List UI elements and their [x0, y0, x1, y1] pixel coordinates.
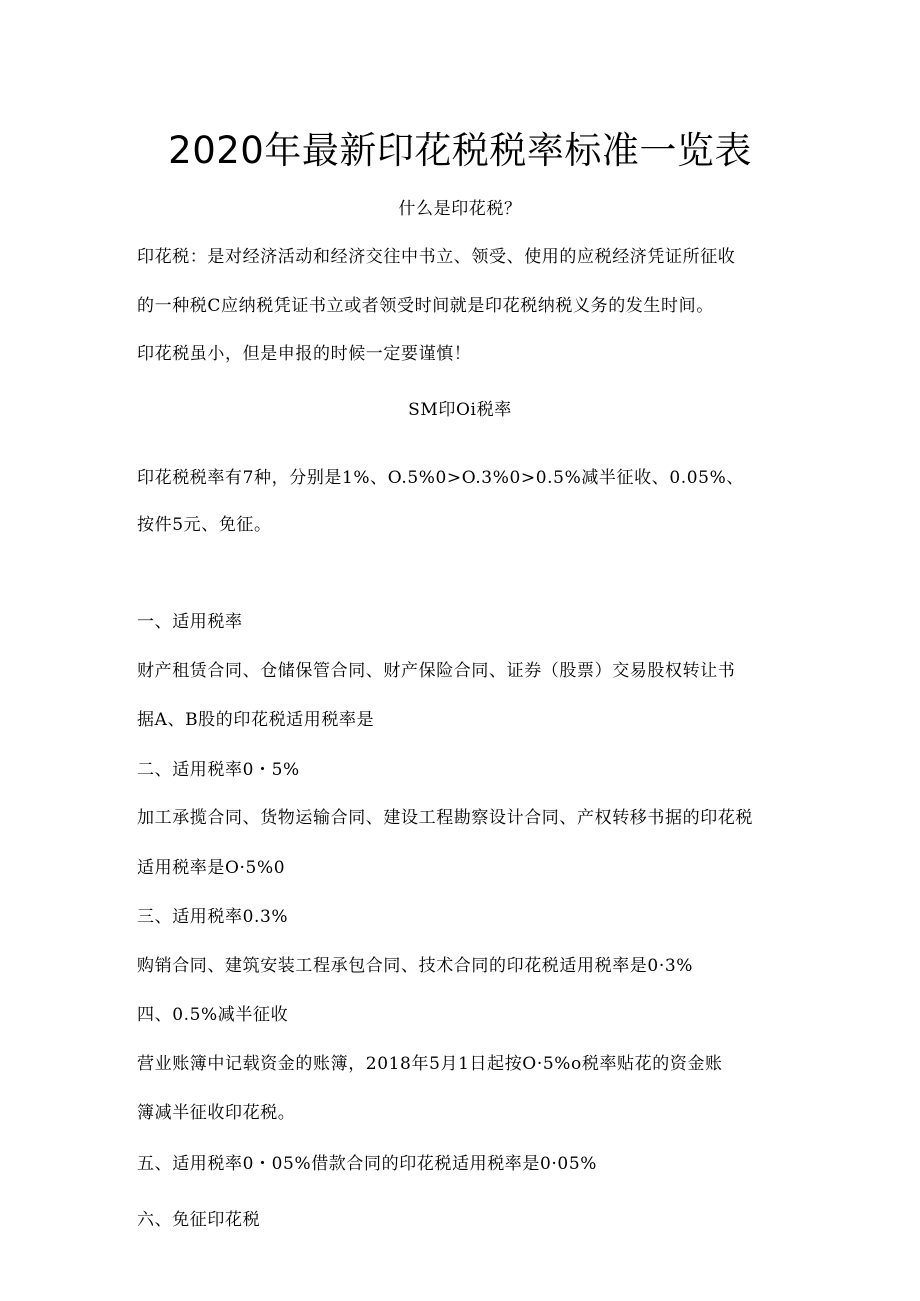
section-heading: SM印Oi税率: [408, 400, 512, 420]
intro-line-1: 印花税：是对经济活动和经济交往中书立、领受、使用的应税经济凭证所征收: [137, 247, 736, 267]
page-title: 2020年最新印花税税率标准一览表: [168, 129, 752, 172]
summary-line-2: 按件5元、免征。: [137, 515, 272, 535]
section-4-body-line-1: 营业账簿中记载资金的账簿，2018年5月1日起按O·5%o税率贴花的资金账: [137, 1054, 723, 1074]
intro-line-2: 的一种税C应纳税凭证书立或者领受时间就是印花税纳税义务的发生时间。: [137, 296, 714, 316]
section-2-heading: 二、适用税率0・5%: [137, 760, 300, 780]
section-4-body-line-2: 簿减半征收印花税。: [137, 1103, 296, 1123]
section-4-heading: 四、0.5%减半征收: [137, 1005, 289, 1025]
summary-line-1: 印花税税率有7种，分别是1%、O.5%0>O.3%0>0.5%减半征收、0.05%、: [137, 468, 744, 488]
section-1-heading: 一、适用税率: [137, 612, 243, 632]
section-6-heading: 六、免征印花税: [137, 1210, 261, 1230]
section-3-heading: 三、适用税率0.3%: [137, 907, 289, 927]
section-3-body-line-1: 购销合同、建筑安装工程承包合同、技术合同的印花税适用税率是0·3%: [137, 956, 693, 976]
section-2-body-line-1: 加工承揽合同、货物运输合同、建设工程勘察设计合同、产权转移书据的印花税: [137, 808, 753, 828]
section-2-body-line-2: 适用税率是O·5%0: [137, 858, 286, 878]
section-1-body-line-1: 财产租赁合同、仓储保管合同、财产保险合同、证券（股票）交易股权转让书: [137, 661, 736, 681]
subtitle: 什么是印花税？: [398, 199, 522, 219]
section-1-body-line-2: 据A、B股的印花税适用税率是: [137, 710, 375, 730]
section-5-heading: 五、适用税率0・05%借款合同的印花税适用税率是0·05%: [137, 1154, 598, 1174]
intro-line-3: 印花税虽小，但是申报的时候一定要谨慎！: [137, 344, 472, 364]
